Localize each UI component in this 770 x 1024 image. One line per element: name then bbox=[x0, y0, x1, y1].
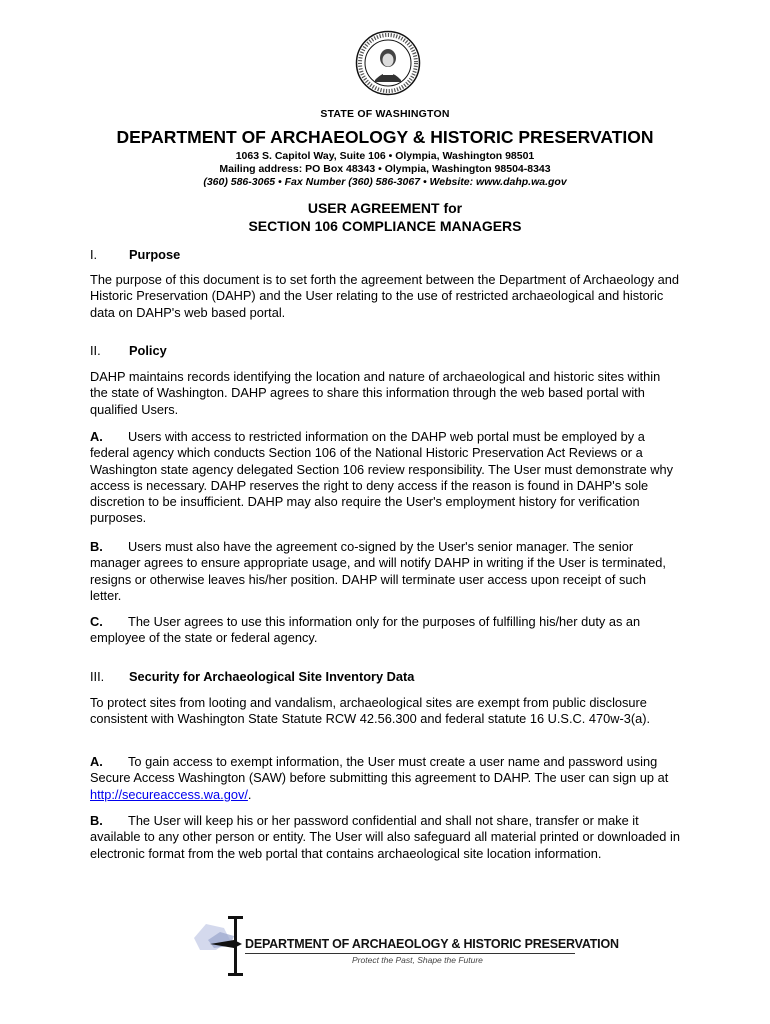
section-heading-purpose bbox=[90, 247, 180, 262]
section-title: Purpose bbox=[129, 247, 181, 262]
clause-label: A. bbox=[90, 754, 103, 769]
section-title: Security for Archaeological Site Inventory Data bbox=[129, 669, 415, 684]
policy-clause-a bbox=[90, 429, 680, 527]
document-title-line-2: SECTION 106 COMPLIANCE MANAGERS bbox=[248, 218, 522, 234]
contact-line: (360) 586-3065 • Fax Number (360) 586-3067 • Website: www.dahp.wa.gov bbox=[203, 176, 567, 188]
clause-text: The User will keep his or her password confidential and shall not share, transfer or make it available to any other person or entity. The User will also safeguard all material printed or downloaded in electronic format from the web portal that contains archaeological site location information. bbox=[90, 813, 680, 861]
purpose-paragraph: The purpose of this document is to set forth the agreement between the Department of Archaeology and Historic Preservation (DAHP) and the User relating to the use of restricted archaeological and historic data on DAHP's web based portal. bbox=[90, 272, 680, 320]
clause-text: Users with access to restricted information on the DAHP web portal must be employed by a federal agency which conducts Section 106 of the National Historic Preservation Act Reviews or a Washington state agency delegated Section 106 review responsibility. The User must demonstrate why access is necessary. DAHP reserves the right to deny access if the reason is found in DAHP's sole discretion to be insufficient. DAHP may also require the User's employment history for verification purposes. bbox=[90, 429, 674, 526]
security-clause-a bbox=[90, 754, 680, 803]
section-heading-policy bbox=[90, 343, 167, 358]
policy-intro-paragraph: DAHP maintains records identifying the location and nature of archaeological and historic sites within the state of Washington. DAHP agrees to share this information through the web based portal with qualified Users. bbox=[90, 369, 661, 417]
washington-state-seal-icon bbox=[355, 30, 421, 96]
department-name: DEPARTMENT OF ARCHAEOLOGY & HISTORIC PRESERVATION bbox=[116, 127, 654, 147]
clause-label: B. bbox=[90, 539, 103, 554]
clause-label: A. bbox=[90, 429, 103, 444]
footer-logo-title: DEPARTMENT OF ARCHAEOLOGY & HISTORIC PRESERVATION bbox=[245, 937, 619, 951]
section-title: Policy bbox=[129, 343, 167, 358]
section-heading-security bbox=[90, 669, 414, 684]
clause-label: C. bbox=[90, 614, 103, 629]
state-name: STATE OF WASHINGTON bbox=[320, 108, 450, 120]
section-number: I. bbox=[90, 247, 98, 262]
clause-text: The User agrees to use this information only for the purposes of fulfilling his/her duty as an employee of the state or federal agency. bbox=[90, 614, 641, 646]
footer-logo-rule bbox=[245, 953, 575, 954]
security-clause-b bbox=[90, 813, 680, 862]
street-address: 1063 S. Capitol Way, Suite 106 • Olympia, Washington 98501 bbox=[235, 150, 535, 162]
footer-tagline: Protect the Past, Shape the Future bbox=[352, 955, 483, 965]
clause-text-end: . bbox=[247, 786, 252, 802]
document-title-line-1: USER AGREEMENT for bbox=[307, 200, 463, 216]
secure-access-link[interactable]: http://secureaccess.wa.gov/ bbox=[90, 786, 248, 802]
section-number: III. bbox=[90, 669, 105, 684]
clause-label: B. bbox=[90, 813, 103, 828]
policy-clause-b bbox=[90, 539, 680, 604]
clause-text: To gain access to exempt information, the User must create a user name and password using Secure Access Washington (SAW) before submitting this agreement to DAHP. The user can sign up at bbox=[90, 754, 669, 786]
security-intro-paragraph: To protect sites from looting and vandalism, archaeological sites are exempt from public disclosure consistent with Washington State Statute RCW 42.56.300 and federal statute 16 U.S.C. 470w-3(a). bbox=[90, 695, 651, 727]
mailing-address: Mailing address: PO Box 48343 • Olympia, Washington 98504-8343 bbox=[219, 163, 551, 175]
clause-text: Users must also have the agreement co-signed by the User's senior manager. The senior manager agrees to ensure appropriate usage, and will notify DAHP in writing if the User is terminated, resigns or otherwise leaves his/her position. DAHP will terminate user access upon receipt of such letter. bbox=[90, 539, 666, 603]
section-number: II. bbox=[90, 343, 101, 358]
policy-clause-c bbox=[90, 614, 680, 647]
